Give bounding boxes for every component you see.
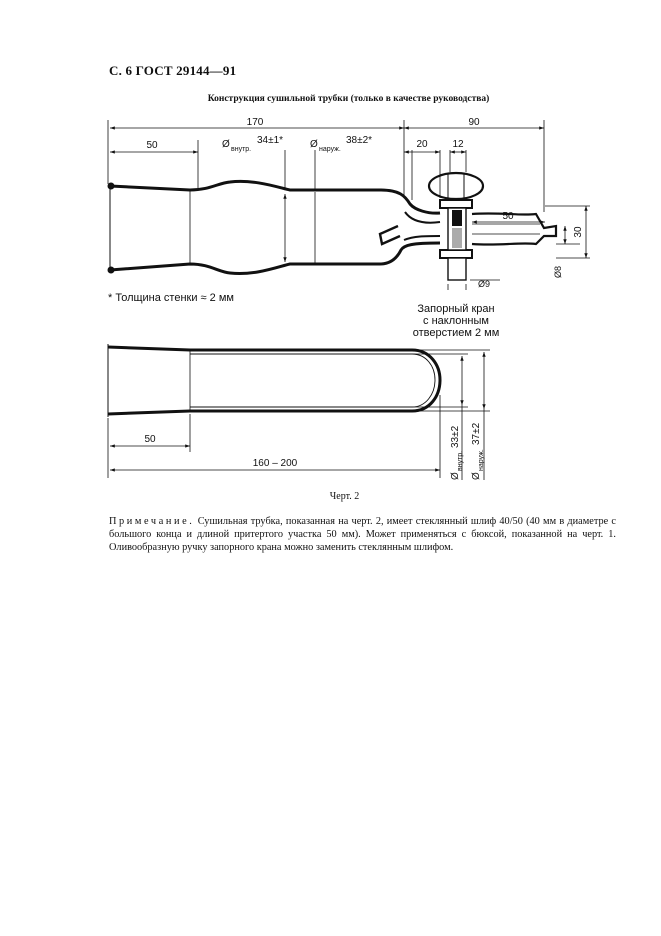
dim-outer-value: 38±2*	[346, 135, 373, 146]
lower-outer-sub: наруж.	[478, 449, 485, 471]
dim-phi8: Ø8	[553, 265, 563, 279]
dim-30: 30	[573, 226, 584, 238]
dim-inner-sub: внутр.	[231, 146, 252, 153]
dim-neck-50: 50	[146, 140, 158, 151]
valve-label-line-2: с наклонным	[423, 315, 489, 327]
upper-tube-drawing	[108, 173, 556, 280]
dim-170: 170	[246, 117, 264, 128]
valve-label-line-1: Запорный кран	[417, 303, 495, 315]
lower-tube-drawing	[108, 344, 440, 417]
figure-title: Конструкция сушильной трубки (только в качестве руководства)	[207, 94, 490, 104]
dim-outer-phi: Ø	[310, 139, 318, 150]
figure-note	[109, 515, 616, 554]
figure-caption: Черт. 2	[329, 491, 360, 502]
dim-inner-phi: Ø	[222, 139, 230, 150]
dim-90: 90	[468, 117, 480, 128]
dim-12: 12	[452, 139, 464, 150]
dim-inner-diameter	[222, 139, 230, 150]
note-text: Сушильная трубка, показанная на черт. 2, имеет стеклянный шлиф 40/50 (40 мм в диаметре с большого конца и длиной притертого участка 50 мм). Может применяться с бюксой, показанной на черт. 1. Оливообразную ручку запорного крана можно заменить стеклянным шлифом.	[109, 516, 616, 553]
lower-outer-phi: Ø	[471, 472, 482, 480]
dim-inner-value: 34±1*	[257, 135, 284, 146]
lower-inner-sub: внутр.	[457, 450, 464, 471]
lower-outer-diameter	[471, 422, 485, 480]
lower-dimensions	[108, 350, 490, 480]
page-header: С. 6 ГОСТ 29144—91	[109, 63, 237, 78]
dim-outer-diameter	[310, 139, 318, 150]
wall-thickness-note: * Толщина стенки ≈ 2 мм	[108, 292, 234, 304]
lower-dim-160-200: 160 – 200	[252, 458, 298, 469]
lower-outer-value: 37±2	[471, 422, 482, 445]
lower-inner-value: 33±2	[450, 425, 461, 448]
dim-20: 20	[416, 139, 428, 150]
lower-inner-phi: Ø	[450, 472, 461, 480]
valve-label-line-3: отверстием 2 мм	[412, 327, 500, 339]
note-label: Примечание.	[109, 516, 195, 527]
lower-dim-50: 50	[144, 434, 156, 445]
dim-50-right: 50	[502, 211, 514, 222]
dim-outer-sub: наруж.	[319, 146, 341, 153]
dim-phi9: Ø9	[477, 279, 491, 289]
